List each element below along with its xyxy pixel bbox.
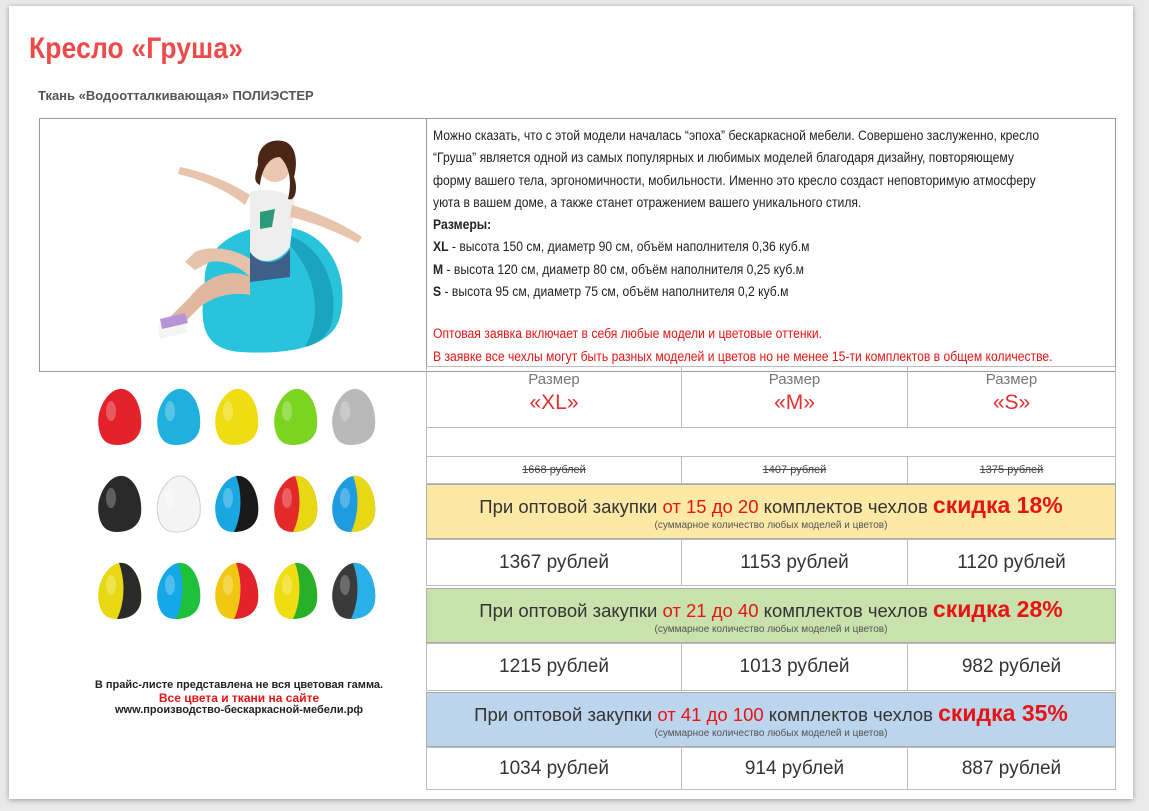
color-swatch-5 [323, 367, 381, 455]
tier-headline [427, 492, 1115, 519]
tier-banner-35 [426, 692, 1116, 747]
size-code: XL [433, 239, 449, 255]
old-price-s: 1375 рублей [907, 456, 1116, 484]
price-m: 1153 рублей [681, 539, 908, 586]
sizes-heading: Размеры: [433, 217, 492, 233]
price-xl: 1367 рублей [426, 539, 682, 586]
size-header-m [681, 366, 908, 428]
size-line-xl [433, 236, 1054, 258]
size-line-s [433, 281, 1054, 303]
wholesale-notice: Оптовая заявка включает в себя любые модели и цветовые оттенки. [433, 326, 823, 342]
size-value: «S» [992, 391, 1031, 414]
tier-banner-28 [426, 588, 1116, 643]
site-link-label[interactable]: Все цвета и ткани на сайте [158, 690, 320, 705]
size-spec: - высота 120 см, диаметр 80 см, объём наполнителя 0,25 куб.м [443, 261, 805, 277]
color-swatch-8 [206, 454, 264, 542]
tier-middle: комплектов чехлов [758, 496, 933, 517]
tier-prefix: При оптовой закупки [479, 600, 663, 621]
product-info-frame [39, 118, 1116, 372]
color-swatch-14 [265, 541, 323, 629]
size-value: «XL» [529, 391, 579, 414]
price-m: 1013 рублей [681, 643, 908, 691]
color-swatch-10 [323, 454, 381, 542]
color-gallery [89, 367, 382, 629]
old-price-m: 1407 рублей [681, 456, 908, 484]
size-header-s [907, 366, 1116, 428]
tier-range: от 21 до 40 [662, 600, 759, 621]
tier-discount: скидка 28% [932, 596, 1063, 622]
price-s: 1120 рублей [907, 539, 1116, 586]
old-price-xl: 1668 рублей [426, 456, 682, 484]
tier-note: (суммарное количество любых моделей и цветов) [654, 728, 888, 739]
price-m: 914 рублей [681, 747, 908, 790]
size-code: S [433, 284, 442, 300]
price-table [426, 366, 1116, 790]
page-title: Кресло «Груша» [29, 32, 244, 65]
price-xl: 1034 рублей [426, 747, 682, 790]
size-line-m [433, 259, 1054, 281]
color-swatch-4 [265, 367, 323, 455]
size-value: «M» [774, 391, 815, 414]
price-s: 982 рублей [907, 643, 1116, 691]
tier-middle: комплектов чехлов [758, 600, 933, 621]
wholesale-condition: В заявке все чехлы могут быть разных моделей и цветов но не менее 15-ти комплектов в общем количестве. [433, 348, 1053, 364]
color-swatch-9 [265, 454, 323, 542]
tier-headline [427, 596, 1115, 623]
size-spec: - высота 95 см, диаметр 75 см, объём наполнителя 0,2 куб.м [441, 284, 789, 300]
tier-note: (суммарное количество любых моделей и цветов) [654, 624, 888, 635]
tier-discount: скидка 35% [938, 700, 1068, 726]
page-subtitle: Ткань «Водоотталкивающая» ПОЛИЭСТЕР [38, 88, 314, 103]
color-swatch-12 [148, 541, 206, 629]
price-sheet [9, 6, 1133, 799]
description-paragraph: Можно сказать, что с этой модели началась “эпоха” бескаркасной мебели. Совершено заслуженно, кресло “Груша” является одной из самых популярных и любимых моделей благодаря дизайну, повторяющему форму вашего тела, эргономичности, мобильности. Именно это кресло создаст неповторимую атмосферу уюта в вашем доме, а также станет отражением вашего уникального стиля. [433, 128, 1040, 210]
tier-middle: комплектов чехлов [763, 704, 939, 725]
color-swatch-1 [89, 367, 147, 455]
color-swatch-15 [323, 541, 381, 629]
tier-banner-18 [426, 484, 1116, 539]
size-code: M [433, 261, 444, 277]
tier-range: от 41 до 100 [657, 704, 764, 725]
site-url[interactable]: www.производство-бескаркасной-мебели.рф [114, 704, 364, 716]
size-label: Размер [768, 371, 821, 388]
frame-divider [426, 119, 427, 371]
tier-headline [427, 700, 1115, 727]
color-swatch-7 [148, 454, 206, 542]
size-label: Размер [528, 371, 580, 388]
tier-note: (суммарное количество любых моделей и цветов) [654, 520, 888, 531]
tier-prefix: При оптовой закупки [479, 496, 663, 517]
tier-discount: скидка 18% [932, 492, 1063, 518]
price-s: 887 рублей [907, 747, 1116, 790]
promo-line-1: В прайс-листе представлена не вся цветовая гамма. [94, 679, 384, 691]
color-swatch-11 [89, 541, 147, 629]
tier-range: от 15 до 20 [662, 496, 759, 517]
empty-row [426, 427, 1116, 457]
color-swatch-2 [148, 367, 206, 455]
product-photo [100, 127, 400, 357]
color-swatch-3 [206, 367, 264, 455]
size-label: Размер [985, 371, 1038, 388]
tier-prefix: При оптовой закупки [474, 704, 658, 725]
promo-note [69, 679, 409, 717]
size-header-xl [426, 366, 682, 428]
price-xl: 1215 рублей [426, 643, 682, 691]
product-description [433, 125, 1054, 368]
color-swatch-6 [89, 454, 147, 542]
size-spec: - высота 150 см, диаметр 90 см, объём наполнителя 0,36 куб.м [448, 239, 810, 255]
color-swatch-13 [206, 541, 264, 629]
